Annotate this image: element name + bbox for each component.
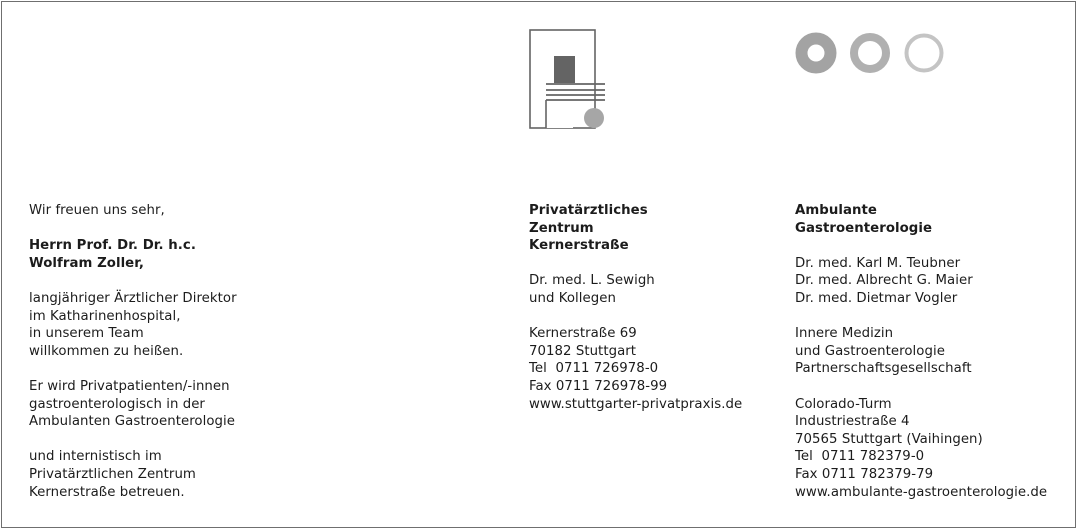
intro-text: Wir freuen uns sehr,: [29, 203, 165, 218]
ambulant-center-specialty: Partnerschaftsgesellschaft: [795, 361, 972, 377]
private-center-fax: Fax 0711 726978-99: [529, 378, 668, 394]
three-rings-logo-icon: [795, 32, 947, 74]
private-center-title: Zentrum: [529, 220, 594, 236]
ambulant-center-doctor: Dr. med. Karl M. Teubner: [795, 255, 961, 271]
private-center-title: Kernerstraße: [529, 238, 629, 254]
honoree-name-line1: Herrn Prof. Dr. Dr. h.c.: [29, 238, 196, 254]
honoree-name-line2: Wolfram Zoller,: [29, 255, 144, 271]
private-center-doctor: Dr. med. L. Sewigh: [529, 273, 655, 289]
ambulant-center-doctor: Dr. med. Albrecht G. Maier: [795, 273, 973, 289]
treatment-line: Ambulanten Gastroenterologie: [29, 414, 235, 430]
ambulant-center-phone[interactable]: Tel 0711 782379-0: [795, 449, 925, 465]
internist-line: Kernerstraße betreuen.: [29, 484, 185, 500]
treatment-line: gastroenterologisch in der: [29, 396, 205, 412]
internist-line: und internistisch im: [29, 449, 162, 465]
role-line: im Katharinenhospital,: [29, 308, 181, 324]
ambulant-center-city: 70565 Stuttgart (Vaihingen): [795, 431, 983, 447]
private-center-city: 70182 Stuttgart: [529, 343, 637, 359]
ambulant-center-title: Ambulante: [795, 203, 877, 218]
private-center-phone[interactable]: Tel 0711 726978-0: [529, 361, 659, 377]
ambulant-center-fax: Fax 0711 782379-79: [795, 466, 934, 482]
ambulant-center-website-link[interactable]: www.ambulante-gastroenterologie.de: [795, 484, 1048, 500]
private-center-doctor: und Kollegen: [529, 290, 616, 306]
private-center-title: Privatärztliches: [529, 203, 648, 218]
building-square-logo-icon: [529, 29, 607, 130]
role-line: in unserem Team: [29, 326, 144, 342]
role-line: langjähriger Ärztlicher Direktor: [29, 290, 237, 306]
ambulant-center-doctor: Dr. med. Dietmar Vogler: [795, 290, 958, 306]
ambulant-center-title: Gastroenterologie: [795, 220, 933, 236]
role-line: willkommen zu heißen.: [29, 343, 184, 359]
ambulant-center-building: Colorado-Turm: [795, 396, 892, 412]
private-center-street: Kernerstraße 69: [529, 326, 637, 342]
announcement-text: [29, 202, 237, 501]
ambulant-center-specialty: und Gastroenterologie: [795, 343, 945, 359]
ambulant-center-street: Industriestraße 4: [795, 414, 910, 430]
private-center-website-link[interactable]: www.stuttgarter-privatpraxis.de: [529, 396, 743, 412]
ambulant-center-info: [795, 202, 1047, 501]
private-center-info: [529, 202, 742, 413]
internist-line: Privatärztlichen Zentrum: [29, 466, 196, 482]
ambulant-center-specialty: Innere Medizin: [795, 326, 894, 342]
treatment-line: Er wird Privatpatienten/-innen: [29, 378, 230, 394]
